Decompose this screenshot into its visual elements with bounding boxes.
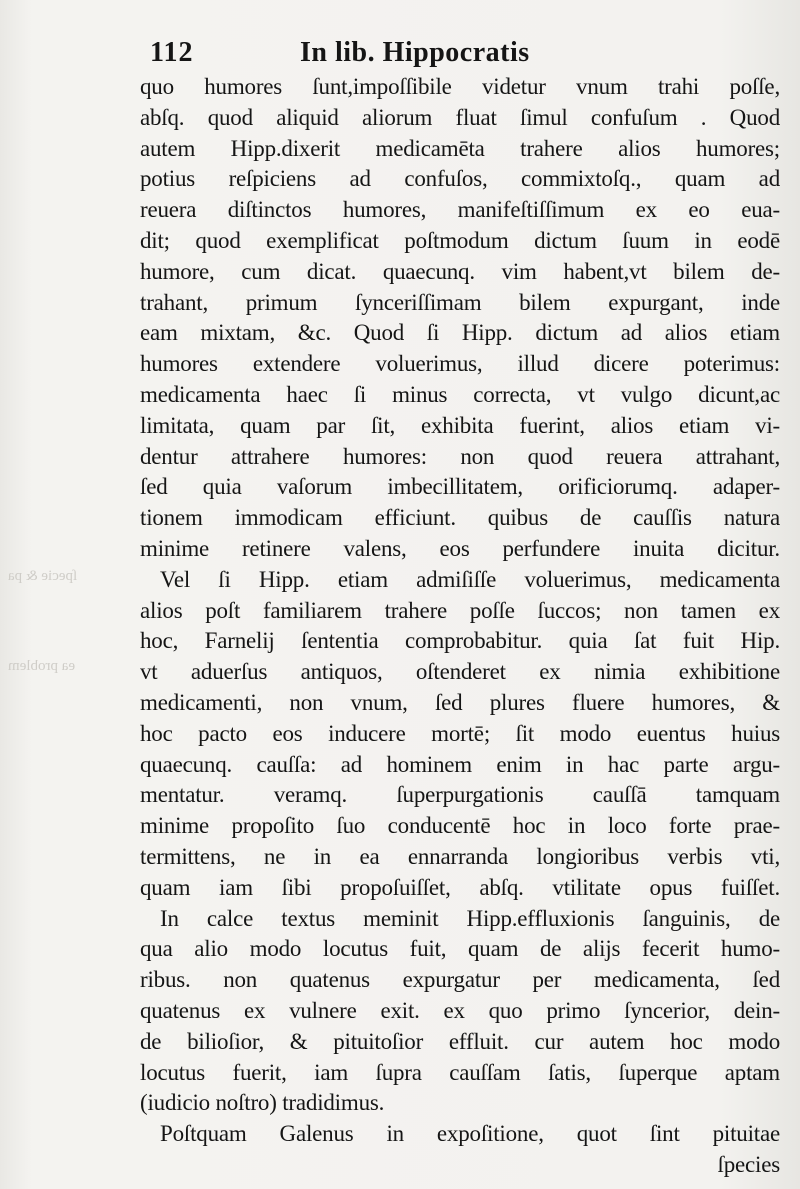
text-line: termittens, ne in ea ennarranda longioribus verbis vti, <box>140 843 780 869</box>
text-line: (iudicio noſtro) tradidimus. <box>140 1090 385 1116</box>
text-line: Vel ſi Hipp. etiam admiſiſſe voluerimus, medicamenta <box>160 566 780 592</box>
text-line: eam mixtam, &c. Quod ſi Hipp. dictum ad alios etiam <box>140 320 780 346</box>
text-line: minime propoſito ſuo conducentē hoc in loco forte prae- <box>140 813 780 839</box>
text-line: vt aduerſus antiquos, oſtenderet ex nimia exhibitione <box>140 659 780 685</box>
text-line: limitata, quam par ſit, exhibita fuerint, alios etiam vi- <box>140 412 780 438</box>
margin-bleed-through: ea problem <box>8 658 76 674</box>
text-line: trahant, primum ſynceriſſimam bilem expurgant, inde <box>140 289 780 315</box>
text-line: quatenus ex vulnere exit. ex quo primo ſyncerior, dein- <box>140 997 780 1023</box>
catchword: ſpecies <box>717 1151 780 1177</box>
text-line: de bilioſior, & pituitoſior effluit. cur autem hoc modo <box>140 1028 780 1054</box>
margin-bleed-through: ſpecie & pa <box>8 568 78 584</box>
text-line: hoc, Farnelij ſententia comprobabitur. quia ſat fuit Hip. <box>140 628 780 654</box>
text-line: locutus fuerit, iam ſupra cauſſam ſatis, ſuperque aptam <box>140 1059 780 1085</box>
text-line: ſed quia vaſorum imbecillitatem, orificiorumq. adaper- <box>140 474 780 500</box>
text-line: hoc pacto eos inducere mortē; ſit modo euentus huius <box>140 720 780 746</box>
text-line: In calce textus meminit Hipp.effluxionis ſanguinis, de <box>160 905 780 931</box>
text-line: Poſtquam Galenus in expoſitione, quot ſint pituitae <box>160 1121 780 1147</box>
text-line: medicamenti, non vnum, ſed plures fluere humores, & <box>140 689 780 715</box>
text-line: mentatur. veramq. ſuperpurgationis cauſſā tamquam <box>140 782 780 808</box>
text-line: medicamenta haec ſi minus correcta, vt vulgo dicunt,ac <box>140 381 780 407</box>
text-line: abſq. quod aliquid aliorum fluat ſimul confuſum . Quod <box>140 104 780 130</box>
text-line: alios poſt familiarem trahere poſſe ſuccos; non tamen ex <box>140 597 780 623</box>
text-line: quam iam ſibi propoſuiſſet, abſq. vtilitate opus fuiſſet. <box>140 874 780 900</box>
text-line: reuera diſtinctos humores, manifeſtiſſimum ex eo eua- <box>140 197 780 223</box>
text-line: dentur attrahere humores: non quod reuera attrahant, <box>140 443 780 469</box>
page-header <box>150 36 650 70</box>
text-line: dit; quod exemplificat poſtmodum dictum ſuum in eodē <box>140 227 780 253</box>
text-line: humores extendere voluerimus, illud dicere poterimus: <box>140 351 780 377</box>
text-line: tionem immodicam efficiunt. quibus de cauſſis natura <box>140 505 780 531</box>
text-line: humore, cum dicat. quaecunq. vim habent,vt bilem de- <box>140 258 780 284</box>
body-text <box>140 72 780 1181</box>
text-line: ribus. non quatenus expurgatur per medicamenta, ſed <box>140 967 780 993</box>
text-line: autem Hipp.dixerit medicamēta trahere alios humores; <box>140 135 780 161</box>
text-line: minime retinere valens, eos perfundere inuita dicitur. <box>140 535 780 561</box>
running-title: In lib. Hippocratis <box>300 37 530 68</box>
text-line: potius reſpiciens ad confuſos, commixtoſq., quam ad <box>140 166 780 192</box>
page-number: 112 <box>150 37 194 68</box>
text-line: quaecunq. cauſſa: ad hominem enim in hac parte argu- <box>140 751 780 777</box>
text-line: qua alio modo locutus fuit, quam de alijs fecerit humo- <box>140 936 780 962</box>
text-line: quo humores ſunt,impoſſibile videtur vnum trahi poſſe, <box>140 74 780 99</box>
